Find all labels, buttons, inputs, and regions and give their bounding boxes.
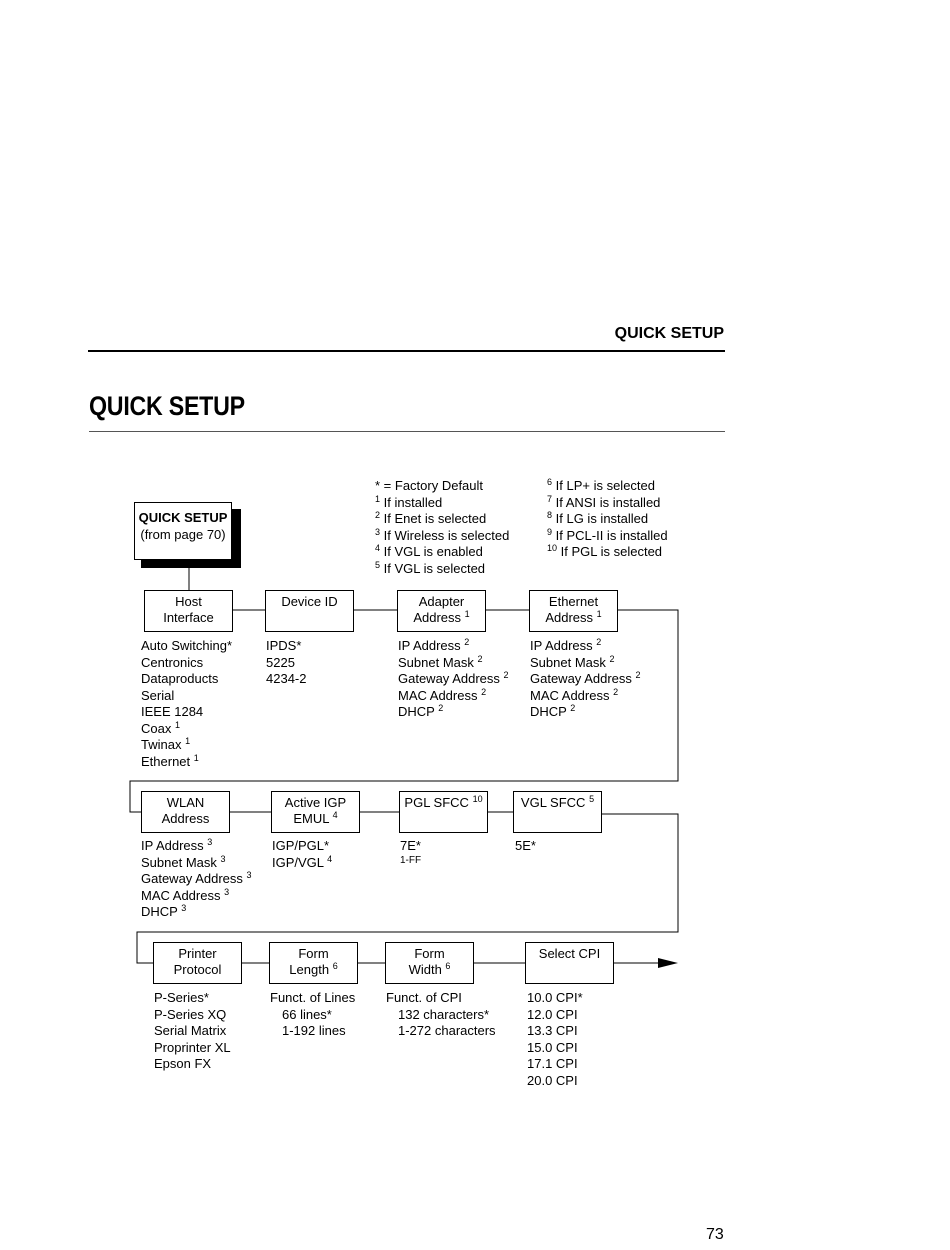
option-item [400,838,421,855]
menu-box-label: Interface [163,610,214,625]
option-text: Subnet Mask [530,654,606,670]
menu-box-form-length [269,942,358,984]
option-text: IGP/VGL [272,854,324,870]
footnote-marker: 5 [375,559,381,570]
footnote-marker: 5 [589,794,595,804]
start-box-title: QUICK SETUP [138,510,228,525]
options-device-id [266,638,306,688]
menu-box-label: Address $^1$ [413,609,470,625]
menu-box-label: EMUL $^4$ [293,810,338,826]
options-host-interface [141,638,232,770]
footnote-marker: 1 [375,493,381,504]
option-text: 5E* [515,838,536,853]
menu-box-label: WLAN [166,795,205,810]
option-item [530,638,641,655]
footnote-marker: 3 [224,886,230,897]
option-item [527,1056,583,1073]
option-text: Epson FX [154,1056,212,1071]
option-text: P-Series* [154,990,209,1005]
option-text: 13.3 CPI [527,1023,578,1038]
legend-text: If LG is installed [555,511,649,526]
option-text: Serial [141,687,175,703]
option-item [270,1007,355,1024]
menu-box-label: Form [298,946,329,961]
menu-box-adapter-address [397,590,486,632]
option-item [141,754,232,771]
option-item [154,1056,231,1073]
options-form-width [386,990,496,1040]
menu-box-host-interface [144,590,233,632]
option-text: 15.0 CPI [527,1039,578,1055]
option-text: 20.0 CPI [527,1072,578,1088]
options-ethernet-address [530,638,641,721]
option-item [398,704,509,721]
option-item [398,688,509,705]
option-item [141,655,232,672]
menu-box-label: PGL SFCC $^{10}$ [404,794,483,810]
footnote-marker: 2 [570,703,576,713]
menu-box-label: Width $^6$ [408,961,451,977]
page-title: QUICK SETUP [89,391,245,421]
menu-box-label: Device ID [281,594,338,609]
option-text: Funct. of Lines [270,990,356,1005]
option-item [154,1040,231,1057]
arrow-head-icon [658,958,678,968]
start-box [134,502,232,560]
option-text: Funct. of CPI [386,990,462,1005]
footnote-marker: 3 [220,853,226,864]
option-item [527,1023,583,1040]
footnote-marker: 3 [181,903,187,913]
option-text: 66 lines* [282,1006,332,1022]
menu-box-vgl-sfcc [513,791,602,833]
options-adapter-address [398,638,509,721]
option-text: IP Address [141,838,204,853]
footnote-marker: 2 [464,637,470,647]
option-item [272,838,332,855]
option-item [141,671,232,688]
option-item [400,855,421,866]
option-item [386,1007,496,1024]
option-item [386,990,496,1007]
option-text: 132 characters* [398,1006,490,1022]
legend-text: If LP+ is selected [555,478,656,493]
menu-box-form-width [385,942,474,984]
footnote-marker: 2 [635,670,641,680]
footnote-marker: 6 [445,961,451,971]
footnote-marker: 10 [472,794,483,804]
footnote-marker: 2 [477,653,483,664]
option-item [154,990,231,1007]
option-text: Serial Matrix [154,1023,227,1038]
menu-box-label: Printer [178,946,217,961]
option-text: Centronics [141,654,204,670]
menu-box-select-cpi [525,942,614,984]
start-box-subtitle: (from page 70) [140,527,226,542]
menu-box-device-id [265,590,354,632]
options-form-length [270,990,355,1040]
footnote-marker: 6 [332,961,338,971]
option-item [270,1023,355,1040]
option-item [141,638,232,655]
option-item [527,990,583,1007]
footnote-marker: 4 [375,543,381,553]
option-item [266,655,306,672]
options-printer-protocol [154,990,231,1073]
menu-box-label: Address $^1$ [545,609,602,625]
footnote-marker: 9 [547,526,553,537]
menu-box-label: Ethernet [548,594,599,609]
legend-text: If Enet is selected [383,511,487,526]
legend-text: If PGL is selected [560,544,663,559]
footnote-marker: 8 [547,510,553,520]
legend-text: If PCL-II is installed [555,527,668,543]
option-text: Twinax [141,737,182,752]
option-item [386,1023,496,1040]
option-text: P-Series XQ [154,1006,227,1022]
option-item [266,671,306,688]
option-item [154,1007,231,1024]
option-text: IPDS* [266,638,302,653]
footnote-marker: 6 [547,477,553,487]
footnote-marker: 2 [596,637,602,647]
footnote-marker: 1 [185,736,191,746]
menu-box-label: Select CPI [538,946,601,961]
option-text: 5225 [266,654,295,670]
option-item [141,737,232,754]
menu-box-label: VGL SFCC $^5$ [520,794,595,810]
option-text: Gateway Address [141,871,243,886]
options-active-igp-emul [272,838,332,871]
option-text: 1-FF [400,854,422,866]
option-item [154,1023,231,1040]
menu-box-label: Form [414,946,445,961]
option-text: IP Address [398,638,461,653]
legend-text: If VGL is enabled [383,544,483,559]
footnote-marker: 3 [207,837,213,847]
option-item [141,871,252,888]
option-text: Gateway Address [530,671,632,686]
footnote-marker: 2 [609,653,615,664]
footnote-marker: 4 [327,853,333,864]
option-item [141,838,252,855]
option-text: Auto Switching* [141,638,233,653]
options-select-cpi [527,990,583,1089]
menu-box-active-igp-emul [271,791,360,833]
legend-text: If ANSI is installed [555,494,661,510]
menu-box-label: Length $^6$ [289,961,338,977]
option-text: Dataproducts [141,671,219,686]
option-text: 7E* [400,838,421,853]
footnote-marker: 2 [375,510,381,520]
option-item [141,888,252,905]
menu-box-label: Active IGP [284,795,347,810]
option-item [398,671,509,688]
menu-box-ethernet-address [529,590,618,632]
footnote-marker: 2 [613,686,619,697]
legend-text: If installed [383,494,443,510]
option-item [527,1040,583,1057]
footnote-marker: 2 [503,670,509,680]
footnote-marker: 2 [438,703,444,713]
menu-box-label: Adapter [418,594,465,609]
option-item [530,655,641,672]
option-item [272,855,332,872]
footnote-marker: 1 [596,609,602,619]
option-text: MAC Address [530,687,610,703]
option-item [530,671,641,688]
footnote-marker: 10 [547,543,558,553]
option-text: 10.0 CPI* [527,990,583,1005]
menu-box-printer-protocol [153,942,242,984]
option-item [530,688,641,705]
option-text: 1-192 lines [282,1023,346,1038]
option-item [141,904,252,921]
option-text: 1-272 characters [398,1023,496,1038]
legend-text: If Wireless is selected [383,527,510,543]
footnote-marker: 1 [193,752,199,763]
footnote-marker: 7 [547,493,553,504]
option-text: IEEE 1284 [141,704,204,719]
footnote-marker: 3 [246,870,252,880]
menu-box-label: Address [161,811,210,826]
option-item [141,688,232,705]
option-text: IGP/PGL* [272,838,330,853]
footnote-marker: 2 [481,686,487,697]
option-text: DHCP [530,704,567,719]
option-item [398,638,509,655]
options-wlan-address [141,838,252,921]
option-text: 17.1 CPI [527,1056,578,1071]
option-text: 12.0 CPI [527,1006,578,1022]
option-item [515,838,536,855]
option-text: 4234-2 [266,671,307,686]
option-text: Proprinter XL [154,1039,231,1055]
option-item [266,638,306,655]
option-item [527,1007,583,1024]
legend-text: * = Factory Default [375,478,484,493]
menu-box-wlan-address [141,791,230,833]
option-item [141,855,252,872]
running-header: QUICK SETUP [614,325,724,342]
legend-text: If VGL is selected [383,560,486,576]
option-text: Gateway Address [398,671,500,686]
option-item [141,704,232,721]
options-pgl-sfcc [400,838,421,866]
option-item [270,990,355,1007]
footnote-marker: 4 [332,810,338,820]
option-item [530,704,641,721]
menu-box-pgl-sfcc [399,791,488,833]
option-text: MAC Address [141,887,221,903]
footnote-marker: 1 [174,719,180,730]
option-text: MAC Address [398,687,478,703]
option-text: Subnet Mask [398,654,474,670]
option-text: Subnet Mask [141,854,217,870]
menu-box-label: Host [175,594,202,609]
options-vgl-sfcc [515,838,536,855]
option-text: IP Address [530,638,593,653]
option-text: DHCP [398,704,435,719]
option-item [141,721,232,738]
page-number: 73 [706,1226,724,1243]
option-item [398,655,509,672]
menu-box-label: Protocol [173,962,222,977]
option-text: Coax [141,720,172,736]
option-item [527,1073,583,1090]
option-text: DHCP [141,904,178,919]
footnote-marker: 3 [375,526,381,537]
footnote-marker: 1 [464,609,470,619]
option-text: Ethernet [141,753,191,769]
